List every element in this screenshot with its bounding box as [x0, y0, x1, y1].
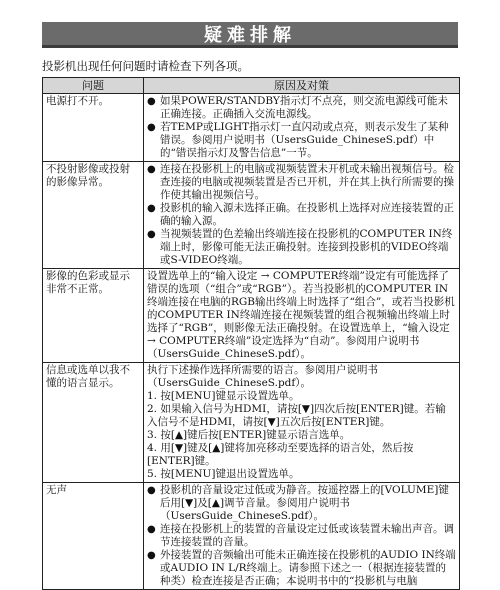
solution-lead: 执行下述操作选择所需要的语言。参阅用户说明书（UsersGuide_ChineseS.pdf）。	[147, 364, 378, 389]
solution-cell	[144, 483, 460, 590]
header-problem: 问题	[43, 78, 144, 94]
list-item: ● 连接在投影机上的电脑或视频装置未开机或未输出视频信号。检查连接的电脑或视频装置是否已开机，并在其上执行所需要的操作使其输出视频信号。	[147, 163, 456, 202]
title-banner	[42, 22, 458, 48]
list-item: ● 如果POWER/STANDBY指示灯不点亮，则交流电源线可能未正确连接。正确插入交流电源线。	[147, 95, 456, 121]
intro-text: 投影机出现任何问题时请检查下列各项。	[42, 59, 249, 73]
table-row	[43, 363, 460, 483]
problem-cell: 影像的色彩或显示非常不正常。	[43, 269, 144, 363]
solution-cell: 设置选单上的“输入设定 → COMPUTER终端”设定有可能选择了错误的选项（“组合”或“RGB”）。若当投影机的COMPUTER IN终端连接在电脑的RGB输出终端上时选择了“组合”，或若当投影机的COMPUTER IN终端连接在视频装置的组合视频输出终端上时选择了“RGB”，则影像无法正确投射。在设置选单上，“输入设定 → COMPUTER终端”设定选择为“自动”。参阅用户说明书（UsersGuide_ChineseS.pdf）。	[144, 269, 460, 363]
table-row	[43, 162, 460, 269]
table-row	[43, 269, 460, 363]
list-item: ● 若TEMP或LIGHT指示灯一直闪动或点亮，则表示发生了某种错误。参阅用户说明书（UsersGuide_ChineseS.pdf）中的“错误指示灯及警告信息”一节。	[147, 121, 456, 160]
step-item: 5. 按[MENU]键退出设置选单。	[147, 468, 300, 480]
step-item: 1. 按[MENU]键显示设置选单。	[147, 390, 300, 402]
step-item: 2. 如果输入信号为HDMI，请按[▼]四次后按[ENTER]键。若输入信号不是HDMI，请按[▼]五次后按[ENTER]键。	[147, 403, 446, 428]
header-solution: 原因及对策	[144, 78, 460, 94]
list-item: ● 连接在投影机上的装置的音量设定过低或该装置未输出声音。调节连接装置的音量。	[147, 523, 456, 549]
problem-cell: 不投射影像或投射的影像异常。	[43, 162, 144, 269]
step-item: 3. 按[▲]键后按[ENTER]键显示语言选单。	[147, 429, 351, 441]
list-item: ● 投影机的输入源未选择正确。在投影机上选择对应连接装置的正确的输入源。	[147, 202, 456, 228]
problem-cell: 信息或选单以我不懂的语言显示。	[43, 363, 144, 483]
problem-cell: 电源打不开。	[43, 94, 144, 162]
table-header-row	[43, 78, 460, 94]
problem-cell: 无声	[43, 483, 144, 590]
solution-cell	[144, 94, 460, 162]
list-item: ● 投影机的音量设定过低或为静音。按遥控器上的[VOLUME]键后用[▼]及[▲]调节音量。参阅用户说明书（UsersGuide_ChineseS.pdf）。	[147, 484, 456, 523]
page-title: 疑难排解	[204, 24, 296, 46]
list-item: ● 当视频装置的色差输出终端连接在投影机的COMPUTER IN终端上时，影像可能无法正确投射。连接到投影机的VIDEO终端或S-VIDEO终端。	[147, 228, 456, 267]
solution-cell	[144, 363, 460, 483]
troubleshooting-table	[42, 77, 460, 590]
table-row	[43, 483, 460, 590]
step-item: 4. 用[▼]键及[▲]键将加亮移动至要选择的语言处，然后按[ENTER]键。	[147, 442, 414, 467]
table-row	[43, 94, 460, 162]
solution-cell	[144, 162, 460, 269]
list-item: ● 外接装置的音频输出可能未正确连接在投影机的AUDIO IN终端或AUDIO IN L/R终端上。请参照下述之一（根据连接装置的种类）检查连接是否正确；本说明书中的“投影机与电脑	[147, 549, 456, 588]
